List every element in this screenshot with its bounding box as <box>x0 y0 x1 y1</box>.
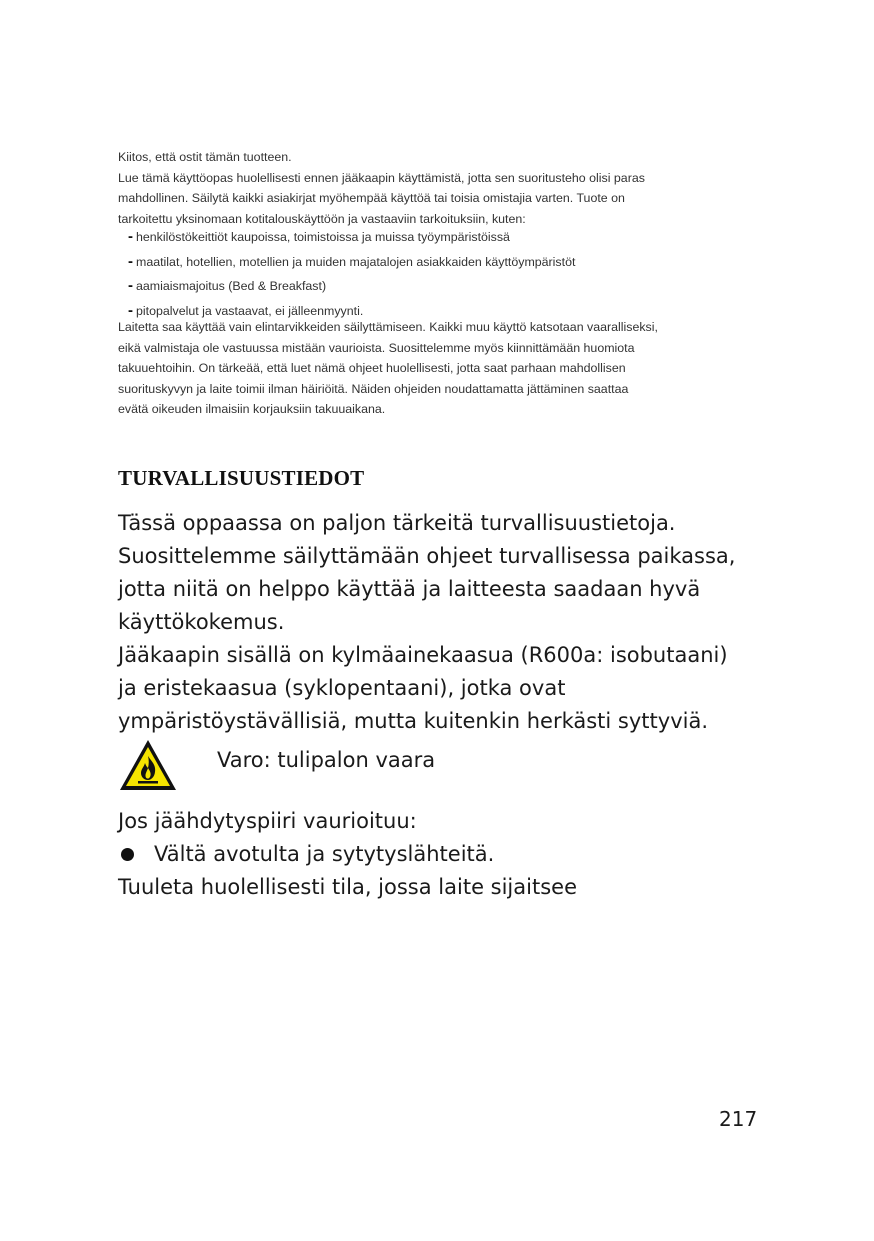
safety-paragraph <box>118 507 798 738</box>
list-item <box>118 838 798 871</box>
warranty-line: suorituskyvyn ja laite toimii ilman häiriöitä. Näiden ohjeiden noudattamatta jättäminen saattaa <box>118 381 629 396</box>
bullet-dot-icon <box>121 848 134 861</box>
list-item: - pitopalvelut ja vastaavat, ei jälleenmyynti. <box>128 299 575 324</box>
intro-line: tarkoitettu yksinomaan kotitalouskäyttöön ja vastaaviin tarkoituksiin, kuten: <box>118 211 526 226</box>
dash-marker: - <box>128 277 133 294</box>
safety-line: Jääkaapin sisällä on kylmäainekaasua (R600a: isobutaani) <box>118 643 728 667</box>
warranty-line: evätä oikeuden ilmaisiin korjauksiin takuuaikana. <box>118 402 386 416</box>
dash-marker: - <box>128 228 133 245</box>
safety-line: käyttökokemus. <box>118 610 285 634</box>
list-item: - maatilat, hotellien, motellien ja muiden majatalojen asiakkaiden käyttöympäristöt <box>128 250 575 275</box>
safety-line: ja eristekaasua (syklopentaani), jotka ovat <box>118 676 566 700</box>
list-item: - aamiaismajoitus (Bed & Breakfast) <box>128 274 575 299</box>
intro-paragraph <box>118 147 758 229</box>
damage-section <box>118 805 798 904</box>
intro-line: Lue tämä käyttöopas huolellisesti ennen jääkaapin käyttämistä, jotta sen suoritusteho olisi paras <box>118 170 645 185</box>
damage-intro: Jos jäähdytyspiiri vaurioituu: <box>118 809 417 833</box>
flammable-warning-icon <box>118 738 178 792</box>
section-heading: TURVALLISUUSTIEDOT <box>118 466 365 490</box>
damage-bullet-text: Vältä avotulta ja sytytyslähteitä. <box>154 842 495 866</box>
safety-line: Tässä oppaassa on paljon tärkeitä turvallisuustietoja. <box>118 511 676 535</box>
warranty-line: eikä valmistaja ole vastuussa mistään vaurioista. Suosittelemme myös kiinnittämään huomiota <box>118 340 635 355</box>
usage-list <box>128 225 575 323</box>
warranty-line: takuuehtoihin. On tärkeää, että luet nämä ohjeet huolellisesti, jotta saat parhaan mahdollisen <box>118 361 626 375</box>
hazard-caption: Varo: tulipalon vaara <box>217 748 436 772</box>
safety-line: Suosittelemme säilyttämään ohjeet turvallisessa paikassa, <box>118 544 736 568</box>
warranty-line: Laitetta saa käyttää vain elintarvikkeiden säilyttämiseen. Kaikki muu käyttö katsotaan vaaralliseksi, <box>118 320 658 334</box>
intro-line: mahdollinen. Säilytä kaikki asiakirjat myöhempää käyttöä tai toisia omistajia varten. Tuote on <box>118 191 625 205</box>
warranty-paragraph <box>118 317 758 420</box>
intro-line: Kiitos, että ostit tämän tuotteen. <box>118 150 292 164</box>
warning-triangle-fill <box>126 747 170 786</box>
safety-line: ympäristöystävällisiä, mutta kuitenkin herkästi syttyviä. <box>118 709 708 733</box>
safety-line: jotta niitä on helppo käyttää ja laitteesta saadaan hyvä <box>118 577 701 601</box>
page-number: 217 <box>719 1107 758 1131</box>
damage-after: Tuuleta huolellisesti tila, jossa laite sijaitsee <box>118 875 577 899</box>
list-item: - henkilöstökeittiöt kaupoissa, toimistoissa ja muissa työympäristöissä <box>128 225 575 250</box>
flame-base <box>138 781 158 784</box>
dash-marker: - <box>128 301 133 319</box>
dash-marker: - <box>128 252 133 270</box>
